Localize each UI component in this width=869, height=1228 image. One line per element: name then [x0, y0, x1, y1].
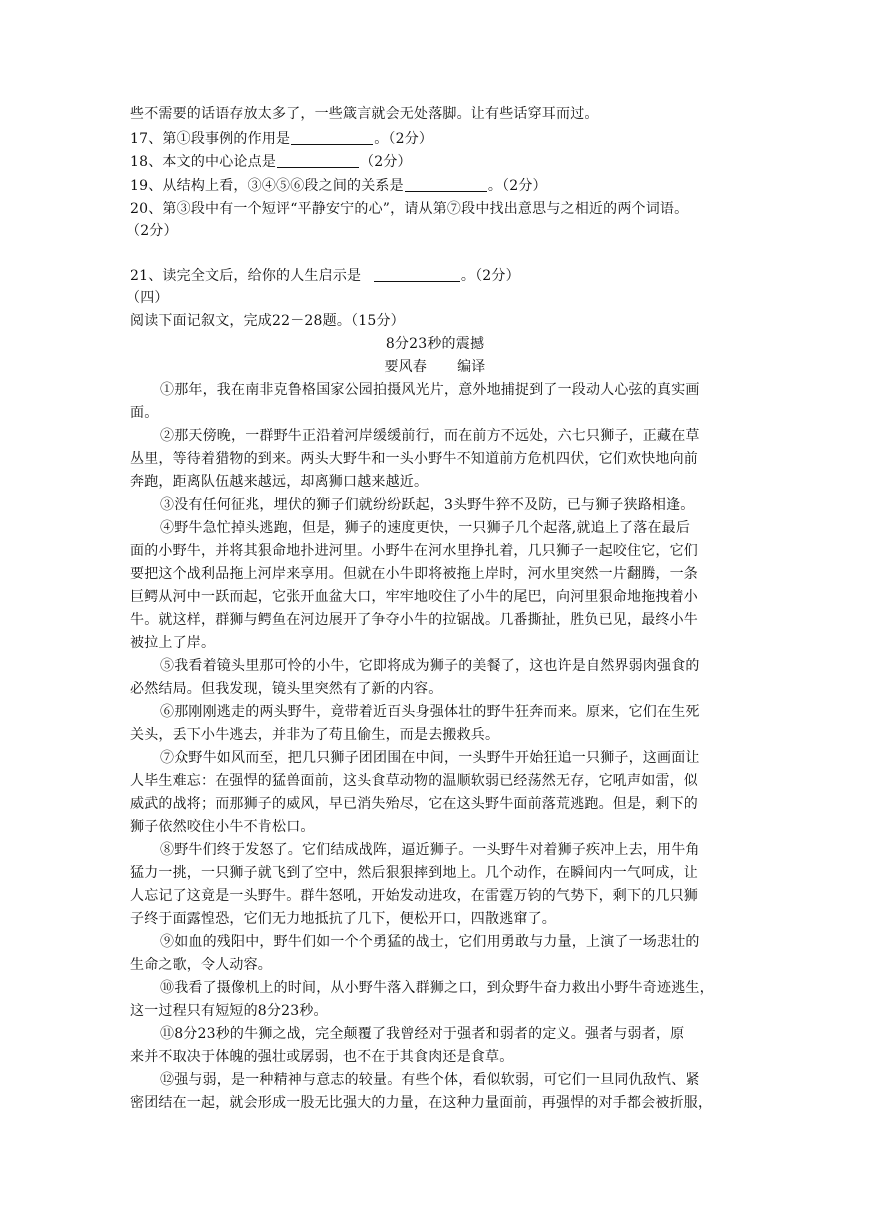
article-line: ④野牛急忙掉头逃跑，但是，狮子的速度更快，一只狮子几个起落,就追上了落在最后 [160, 520, 691, 536]
article-line: 威武的战将；而那狮子的威风，早已消失殆尽，它在这头野牛面前落荒逃跑。但是，剩下的 [130, 796, 698, 812]
article-line: 人忘记了这竟是一头野牛。群牛怒吼，开始发动进攻，在雷霆万钧的气势下，剩下的几只狮 [130, 888, 698, 904]
article-line: 丛里，等待着猎物的到来。两头大野牛和一头小野牛不知道前方危机四伏，它们欢快地向前 [130, 451, 698, 467]
article-line: 狮子依然咬住小牛不肯松口。 [130, 819, 315, 835]
answer-blank-19[interactable] [405, 177, 487, 192]
question-17-score: 。（2分） [374, 131, 434, 147]
article-title: 8分23秒的震撼 [385, 336, 485, 352]
article-line: ③没有任何征兆，埋伏的狮子们就纷纷跃起，3头野牛猝不及防，已与狮子狭路相逢。 [160, 497, 695, 513]
question-19-text: 19、从结构上看，③④⑤⑥段之间的关系是 [130, 178, 404, 194]
article-line: ①那年，我在南非克鲁格国家公园拍摄风光片，意外地捕捉到了一段动人心弦的真实画 [160, 382, 700, 398]
question-19-score: 。（2分） [487, 178, 547, 194]
article-line: ⑪8分23秒的牛狮之战，完全颠覆了我曾经对于强者和弱者的定义。强者与弱者，原 [160, 1026, 685, 1042]
article-line: 密团结在一起，就会形成一股无比强大的力量，在这种力量面前，再强悍的对手都会被折服， [130, 1095, 713, 1111]
article-line: 人毕生难忘：在强悍的猛兽面前，这头食草动物的温顺软弱已经荡然无存，它吼声如雷，似 [130, 773, 698, 789]
question-20-score: （2分） [126, 223, 178, 239]
question-18-text: 18、本文的中心论点是 [130, 154, 277, 170]
section-label: （四） [126, 290, 169, 306]
article-line: ⑤我看着镜头里那可怜的小牛，它即将成为狮子的美餐了，这也许是自然界弱肉强食的 [160, 658, 700, 674]
article-line: 面的小野牛，并将其狠命地扑进河里。小野牛在河水里挣扎着，几只狮子一起咬住它，它们 [130, 543, 698, 559]
article-line: ⑦众野牛如风而至，把几只狮子团团围在中间，一头野牛开始狂追一只狮子，这画面让 [160, 750, 700, 766]
reading-instruction: 阅读下面记叙文，完成22－28题。（15分） [130, 313, 405, 329]
article-byline [130, 356, 740, 378]
article-line: ⑥那刚刚逃走的两头野牛，竟带着近百头身强体壮的野牛狂奔而来。原来，它们在生死 [160, 704, 700, 720]
article-author: 要风春 [384, 359, 428, 375]
answer-blank-21[interactable] [374, 267, 460, 282]
question-19 [130, 175, 740, 197]
article-line: 牛。就这样，群狮与鳄鱼在河边展开了争夺小牛的拉锯战。几番撕扯，胜负已见，最终小牛 [130, 612, 698, 628]
article-line: 面。 [130, 405, 159, 421]
question-20: 20、第③段中有一个短评“平静安宁的心”，请从第⑦段中找出意思与之相近的两个词语。 [130, 201, 689, 217]
article-line: 来并不取决于体魄的强壮或孱弱，也不在于其食肉还是食草。 [130, 1049, 514, 1065]
article-role: 编译 [457, 359, 486, 375]
article-line: ⑩我看了摄像机上的时间，从小野牛落入群狮之口，到众野牛奋力救出小野牛奇迹逃生， [160, 980, 714, 996]
article-line: ⑫强与弱，是一种精神与意志的较量。有些个体，看似软弱，可它们一旦同仇敌忾、紧 [160, 1072, 700, 1088]
article-line: 猛力一挑，一只狮子就飞到了空中，然后狠狠摔到地上。几个动作，在瞬间内一气呵成，让 [130, 865, 698, 881]
article-line: 必然结局。但我发现，镜头里突然有了新的内容。 [130, 681, 443, 697]
article-line: 奔跑，距离队伍越来越远，却离狮口越来越近。 [130, 474, 429, 490]
article-line: ⑧野牛们终于发怒了。它们结成战阵，逼近狮子。一头野牛对着狮子疾冲上去，用牛角 [160, 842, 700, 858]
article-line: ②那天傍晚，一群野牛正沿着河岸缓缓前行，而在前方不远处，六七只狮子，正藏在草 [160, 428, 700, 444]
article-line: 生命之歌，令人动容。 [130, 957, 272, 973]
article-line: 要把这个战利品拖上河岸来享用。但就在小牛即将被拖上岸时，河水里突然一片翻腾，一条 [130, 566, 698, 582]
answer-blank-18[interactable] [277, 153, 359, 168]
carry-over-line: 些不需要的话语存放太多了，一些箴言就会无处落脚。让有些话穿耳而过。 [130, 106, 599, 122]
article-line: ⑨如血的残阳中，野牛们如一个个勇猛的战士，它们用勇敢与力量，上演了一场悲壮的 [160, 934, 700, 950]
article-line: 子终于面露惶恐，它们无力地抵抗了几下，便松开口，四散逃窜了。 [130, 911, 556, 927]
question-18 [130, 151, 740, 173]
answer-blank-17[interactable] [291, 130, 373, 145]
question-17-text: 17、第①段事例的作用是 [130, 131, 291, 147]
question-21-text: 21、读完全文后，给你的人生启示是 [130, 268, 366, 284]
question-17 [130, 128, 740, 150]
question-21-score: 。（2分） [460, 268, 520, 284]
question-18-score: （2分） [360, 154, 412, 170]
article-line: 这一过程只有短短的8分23秒。 [130, 1003, 328, 1019]
question-21 [130, 265, 740, 287]
article-line: 被拉上了岸。 [130, 635, 216, 651]
article-line: 关头，丢下小牛逃去，并非为了苟且偷生，而是去搬救兵。 [130, 727, 500, 743]
article-line: 巨鳄从河中一跃而起，它张开血盆大口，牢牢地咬住了小牛的尾巴，向河里狠命地拖拽着小 [130, 589, 698, 605]
